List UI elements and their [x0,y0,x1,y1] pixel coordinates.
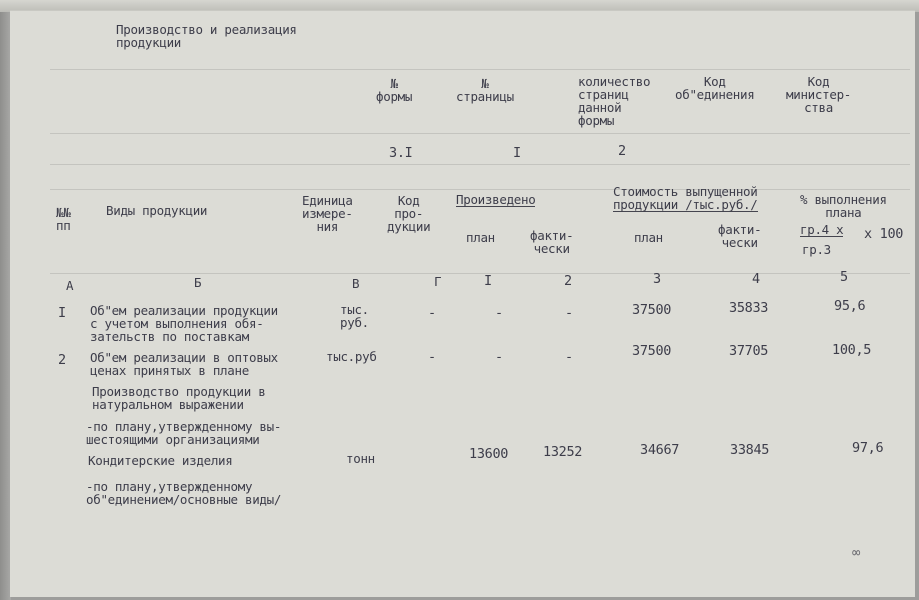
header-pages-count: количество страниц данной формы [578,74,651,128]
row-cost-plan: 37500 [632,302,672,318]
col-letter: А [66,278,74,293]
row-cost-fact: 37705 [729,343,769,359]
header-association-code: Код об"единения [675,74,755,102]
col-header-unit: Единица измере- ния [302,193,353,234]
row-product-code: - [428,349,436,365]
form-rule [50,273,910,274]
form-rule [50,133,910,134]
document-title: Производство и реализация продукции [116,22,297,50]
col-header-produced-fact: факти- чески [530,228,574,256]
formula-multiplier: х 100 [864,226,904,242]
row-produced-fact: 13252 [543,444,583,460]
form-rule [50,164,910,165]
row-produced-plan: - [495,305,503,321]
row-product-name: Об"ем реализации продукции с учетом выполнения обя- зательств по поставкам [90,303,278,344]
formula-numerator: гр.4 х [800,222,844,237]
row-plan-percent: 95,6 [834,298,866,314]
form-rule [50,69,910,70]
col-header-cost-plan: план [634,230,663,245]
col-letter: I [484,273,492,289]
row-unit: тыс.руб [326,349,377,364]
row-cost-fact: 35833 [729,300,769,316]
header-form-number: № формы [376,76,413,104]
col-letter: 5 [840,269,848,285]
formula-denominator: гр.3 [802,242,831,257]
document-page [10,10,915,597]
col-header-number: №№ пп [56,205,71,233]
col-header-produced: Произведено [456,192,536,207]
col-letter: Г [434,274,442,289]
row-produced-fact: - [565,305,573,321]
row-unit: тыс. руб. [340,302,369,330]
form-rule [50,189,910,190]
pages-count-value: 2 [618,143,626,159]
col-header-plan-percent: % выполнения плана [800,192,887,220]
col-letter: 4 [752,271,760,287]
row-produced-plan: 13600 [469,446,509,462]
col-header-produced-plan: план [466,230,495,245]
pencil-mark: ∞ [852,545,861,561]
col-header-cost: Стоимость выпущенной продукции /тыс.руб./ [613,184,758,212]
row-product-code: - [428,305,436,321]
page-number-value: I [513,145,521,161]
col-letter: В [352,276,360,291]
col-letter: 3 [653,271,661,287]
section-association-plan: -по плану,утвержденному об"единением/основные виды/ [86,479,282,507]
form-number-value: 3.I [389,145,413,161]
row-number: 2 [58,352,66,368]
col-letter: 2 [564,273,572,289]
row-produced-plan: - [495,349,503,365]
row-produced-fact: - [565,349,573,365]
row-product-name: Об"ем реализации в оптовых ценах принятых в плане [90,350,278,378]
header-page-number: № страницы [456,76,514,104]
row-unit: тонн [346,451,375,466]
row-number: I [58,305,66,321]
col-header-product-code: Код про- дукции [387,193,431,234]
row-cost-plan: 37500 [632,343,672,359]
section-natural-production: Производство продукции в натуральном выражении [92,384,266,412]
row-cost-plan: 34667 [640,442,680,458]
col-letter: Б [194,275,202,290]
header-ministry-code: Код министер- ства [786,74,852,115]
row-plan-percent: 100,5 [832,342,872,358]
col-header-cost-fact: факти- чески [718,222,762,250]
row-product-name: Кондитерские изделия [88,453,233,468]
row-cost-fact: 33845 [730,442,770,458]
col-header-product-kind: Виды продукции [106,203,208,218]
section-higher-org-plan: -по плану,утвержденному вы- шестоящими организациями [86,419,282,447]
row-plan-percent: 97,6 [852,440,884,456]
